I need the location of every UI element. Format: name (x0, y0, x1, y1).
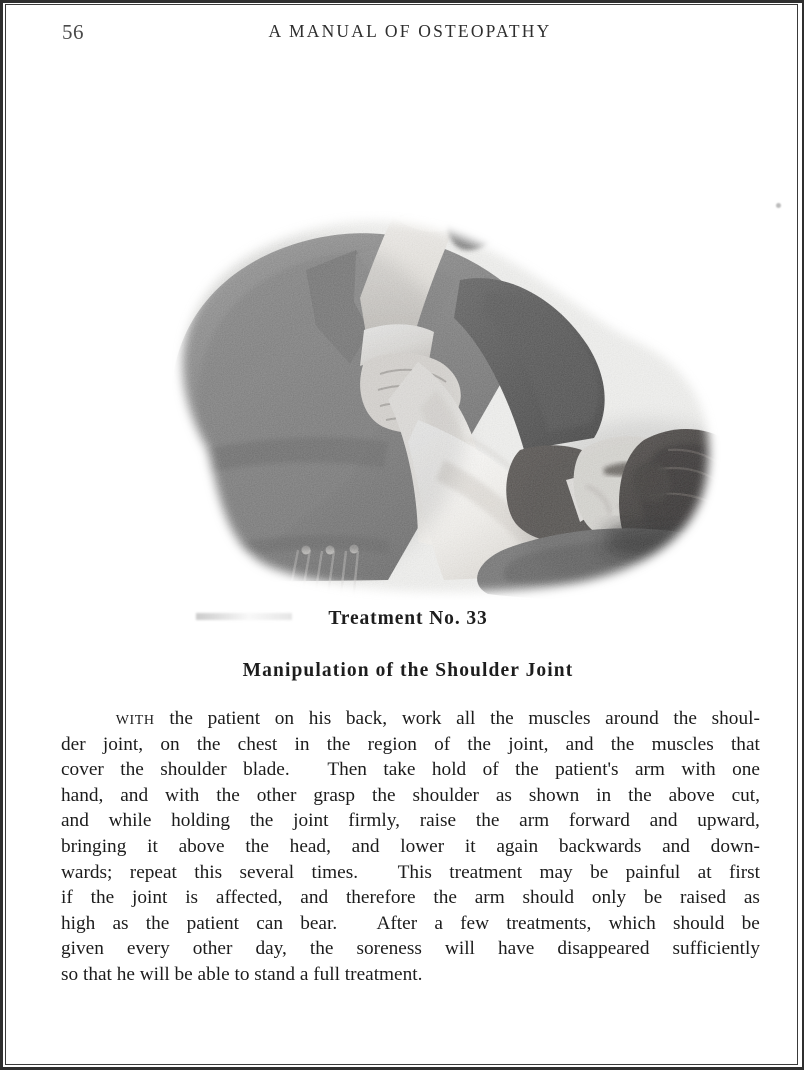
word: other (256, 784, 297, 806)
photograph-plate (88, 150, 728, 600)
word: be (590, 861, 609, 883)
word: muscles (651, 733, 714, 755)
word: joint (132, 887, 168, 909)
word: day, (255, 938, 287, 960)
word: of (482, 759, 499, 781)
word: therefore (345, 887, 416, 909)
running-head (0, 18, 804, 48)
word: hand, (61, 784, 104, 806)
word: it (464, 835, 476, 857)
word: the (145, 912, 170, 934)
word: as (743, 887, 760, 909)
word: chest (237, 733, 278, 755)
text-line (61, 911, 760, 937)
word: treatments, (506, 912, 592, 934)
word: holding (171, 810, 231, 832)
word: should (672, 912, 725, 934)
word: blade. (243, 759, 290, 781)
word: patient's (555, 759, 619, 781)
word: with (681, 759, 716, 781)
word: backwards (558, 835, 642, 857)
word: painful (625, 861, 681, 883)
word: which (608, 912, 656, 934)
word: soreness (356, 938, 422, 960)
word: high (61, 912, 96, 934)
word: treatment (449, 861, 523, 883)
word: After (376, 912, 418, 934)
word: the (90, 887, 115, 909)
word: shoulder (160, 759, 227, 781)
word: patient (186, 912, 240, 934)
word: that (730, 733, 760, 755)
word: it (147, 835, 158, 857)
word: the (515, 759, 539, 781)
word: in (596, 784, 612, 806)
word: the (628, 784, 652, 806)
word: only (591, 887, 627, 909)
word: with (165, 784, 200, 806)
word (354, 911, 359, 937)
word: as (112, 912, 129, 934)
word: and (649, 810, 678, 832)
word: given (61, 938, 104, 960)
word: forward (568, 810, 630, 832)
word: on (160, 733, 180, 755)
word: head, (289, 835, 331, 857)
word: the (249, 810, 274, 832)
word: lower (400, 835, 445, 857)
text-line (61, 732, 760, 758)
word: bringing (61, 835, 127, 857)
word: down- (710, 835, 760, 857)
word: raised (679, 887, 726, 909)
text-line (61, 936, 760, 962)
word (306, 757, 311, 783)
word: and (351, 835, 380, 857)
text-line (61, 706, 760, 732)
word: the (490, 708, 514, 729)
word: joint, (508, 733, 549, 755)
text-line (61, 834, 760, 860)
word: affected, (215, 887, 283, 909)
word: have (497, 938, 535, 960)
word: around (605, 708, 659, 729)
word: all (456, 708, 476, 729)
scan-speck (776, 203, 781, 208)
word: above (668, 784, 715, 806)
word: be (643, 887, 663, 909)
word: arm (474, 887, 505, 909)
word: Then (327, 759, 367, 781)
word: shown (528, 784, 580, 806)
word: at (697, 861, 712, 883)
word: repeat (129, 861, 177, 883)
word: cut, (731, 784, 760, 806)
word: the (673, 708, 697, 729)
word: and (662, 835, 690, 857)
word: This (397, 861, 432, 883)
word: der (61, 733, 86, 755)
word: the (475, 810, 500, 832)
figure-caption-number: Treatment No. 33 (328, 608, 488, 629)
word: cover (61, 759, 104, 781)
figure-caption-title: Manipulation of the Shoulder Joint (242, 660, 574, 681)
word: a (434, 912, 443, 934)
word: wards; (61, 861, 113, 883)
word: can (256, 912, 284, 934)
word: the (196, 733, 221, 755)
word: the (169, 708, 193, 729)
word: shoul- (711, 708, 760, 729)
word: the (120, 759, 144, 781)
word: will (444, 938, 475, 960)
word: in (294, 733, 310, 755)
word: arm (519, 810, 550, 832)
word: work (401, 708, 442, 729)
word: shoulder (412, 784, 479, 806)
word: so that he will be able to stand a full treatment. (61, 963, 423, 985)
word: the (326, 733, 351, 755)
word: raise (419, 810, 457, 832)
word: several (239, 861, 295, 883)
word: few (460, 912, 490, 934)
word: arm (634, 759, 665, 781)
text-line (61, 808, 760, 834)
text-line (61, 757, 760, 783)
text-line (61, 885, 760, 911)
word: on (274, 708, 295, 729)
word: region (367, 733, 417, 755)
word: sufficiently (672, 938, 760, 960)
word (375, 860, 380, 886)
word: the (245, 835, 269, 857)
word: should (522, 887, 574, 909)
word: this (194, 861, 223, 883)
word: the (309, 938, 334, 960)
word: upward, (697, 810, 760, 832)
word: patient (207, 708, 261, 729)
running-title: A MANUAL OF OSTEOPATHY (268, 21, 552, 41)
body-text (61, 706, 760, 988)
word: the (610, 733, 635, 755)
word: bear. (300, 912, 338, 934)
word: first (728, 861, 760, 883)
word: and (565, 733, 594, 755)
word: the (216, 784, 240, 806)
word: is (185, 887, 199, 909)
opening-word: with (115, 708, 155, 729)
word: take (383, 759, 416, 781)
word: grasp (313, 784, 356, 806)
word: firmly, (348, 810, 400, 832)
word: and (61, 810, 89, 832)
word: and (120, 784, 149, 806)
word: again (496, 835, 539, 857)
word: the (372, 784, 396, 806)
word: and (300, 887, 329, 909)
word: every (126, 938, 170, 960)
word: the (433, 887, 457, 909)
word: one (732, 759, 760, 781)
word: the (467, 733, 491, 755)
word: hold (431, 759, 467, 781)
word: back, (345, 708, 388, 729)
word: joint (293, 810, 329, 832)
word: his (308, 708, 332, 729)
word: may (539, 861, 573, 883)
word: disappeared (557, 938, 650, 960)
text-line (61, 860, 760, 886)
word: while (108, 810, 152, 832)
word: as (495, 784, 512, 806)
word: if (61, 887, 73, 909)
word: joint, (102, 733, 144, 755)
word: times. (311, 861, 359, 883)
word: of (434, 733, 451, 755)
page-number: 56 (62, 20, 84, 44)
word: other (192, 938, 233, 960)
word: muscles (528, 708, 591, 729)
word: be (741, 912, 760, 934)
text-line (61, 783, 760, 809)
word: above (178, 835, 225, 857)
text-line (61, 962, 760, 988)
